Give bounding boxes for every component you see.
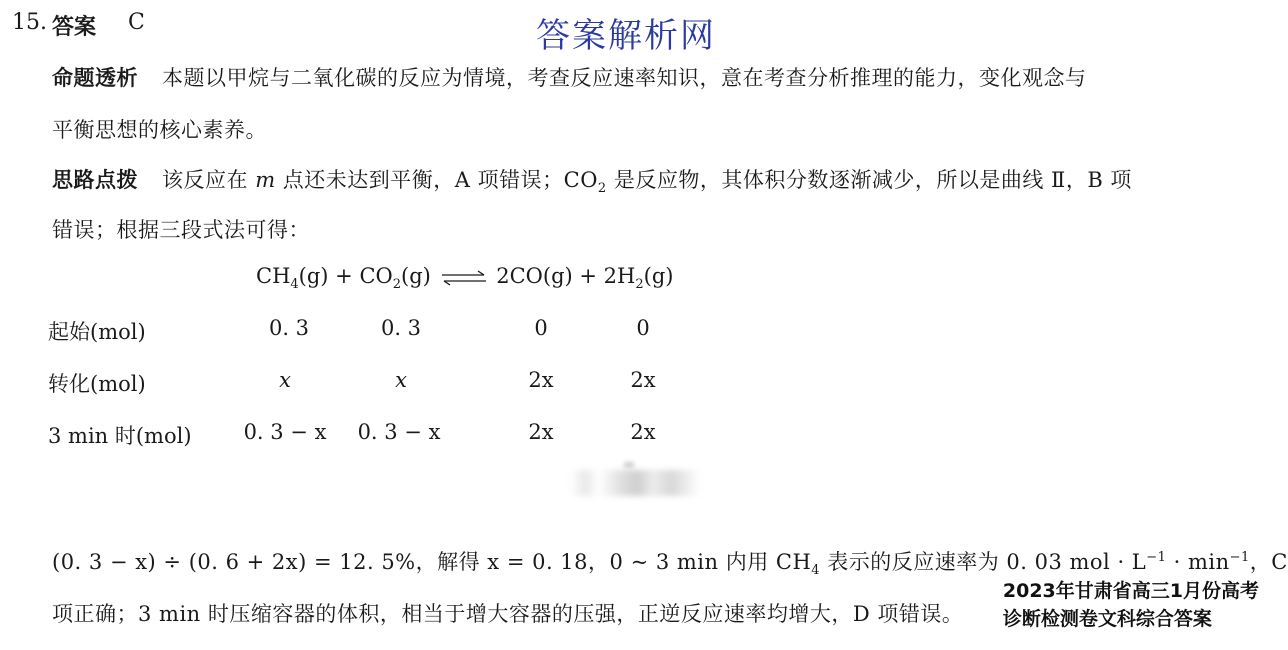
hint-m-var: m — [255, 168, 276, 192]
answer-value: C — [128, 10, 145, 35]
sol-text-d: ，C — [1249, 550, 1288, 574]
cell-start-ch4: 0. 3 — [268, 316, 310, 340]
cell-change-co2: x — [395, 368, 407, 392]
cell-change-h2: 2x — [630, 368, 656, 392]
hint-text-a: 该反应在 — [162, 168, 256, 192]
solution-line-2: 项正确；3 min 时压缩容器的体积，相当于增大容器的压强，正逆反应速率均增大，D 项错误。 — [52, 602, 964, 626]
intent-label: 命题透析 — [52, 66, 138, 90]
source-caption — [1003, 577, 1259, 633]
cell-3min-co: 2x — [528, 420, 554, 444]
sol-sup-2: −1 — [1229, 550, 1250, 565]
watermark-title: 答案解析网 — [536, 16, 716, 56]
sol-text-b: 表示的反应速率为 0. 03 mol · L — [820, 550, 1147, 574]
eq-t1: CH — [256, 264, 291, 288]
hint-text-c: 是反应物，其体积分数逐渐减少，所以是曲线 Ⅱ，B 项 — [606, 168, 1132, 192]
blurred-dot — [624, 462, 634, 468]
cell-change-co: 2x — [528, 368, 554, 392]
hint-sub: 2 — [597, 181, 607, 197]
sol-text-a: (0. 3 − x) ÷ (0. 6 + 2x) = 12. 5%，解得 x = 0. 18，0 ~ 3 min 内用 CH — [52, 550, 812, 574]
row-label-change: 转化(mol) — [48, 372, 146, 396]
row-label-3min: 3 min 时(mol) — [48, 424, 192, 448]
cell-3min-h2: 2x — [630, 420, 656, 444]
sol-sub: 4 — [811, 563, 821, 579]
answer-label: 答案 — [52, 15, 97, 40]
eq-s3: 2 — [635, 277, 644, 293]
cell-3min-co2: 0. 3 − x — [357, 420, 441, 444]
sol-text-c: · min — [1166, 550, 1230, 574]
cell-start-co2: 0. 3 — [380, 316, 422, 340]
cell-start-co: 0 — [534, 316, 548, 340]
cell-start-h2: 0 — [636, 316, 650, 340]
eq-s1: 4 — [290, 277, 299, 293]
equilibrium-arrow-icon — [440, 271, 488, 285]
blurred-region — [570, 470, 700, 496]
hint-text-b: 点还未达到平衡，A 项错误；CO — [275, 168, 598, 192]
question-number: 15. — [12, 10, 47, 35]
eq-t3: (g) — [401, 264, 431, 288]
eq-t2: (g) + CO — [298, 264, 393, 288]
row-label-start: 起始(mol) — [48, 320, 146, 344]
sol-sup-1: −1 — [1146, 550, 1167, 565]
reaction-equation — [256, 264, 673, 292]
source-caption-line-1: 2023年甘肃省高三1月份高考 — [1002, 580, 1259, 602]
intent-line-1 — [52, 62, 1087, 92]
hint-line-2: 错误；根据三段式法可得： — [52, 218, 310, 242]
source-caption-line-2: 诊断检测卷文科综合答案 — [1002, 608, 1212, 630]
eq-s2: 2 — [392, 277, 402, 293]
hint-label: 思路点拨 — [52, 168, 138, 192]
intent-text-1: 本题以甲烷与二氧化碳的反应为情境，考查反应速率知识，意在考查分析推理的能力，变化观念与 — [162, 66, 1087, 90]
cell-change-ch4: x — [279, 368, 291, 392]
eq-t5: (g) — [643, 264, 674, 288]
intent-line-2: 平衡思想的核心素养。 — [52, 118, 267, 142]
cell-3min-ch4: 0. 3 − x — [243, 420, 327, 444]
hint-line-1 — [52, 164, 1132, 196]
solution-line-1 — [52, 546, 1288, 578]
eq-t4: 2CO(g) + 2H — [496, 264, 636, 288]
